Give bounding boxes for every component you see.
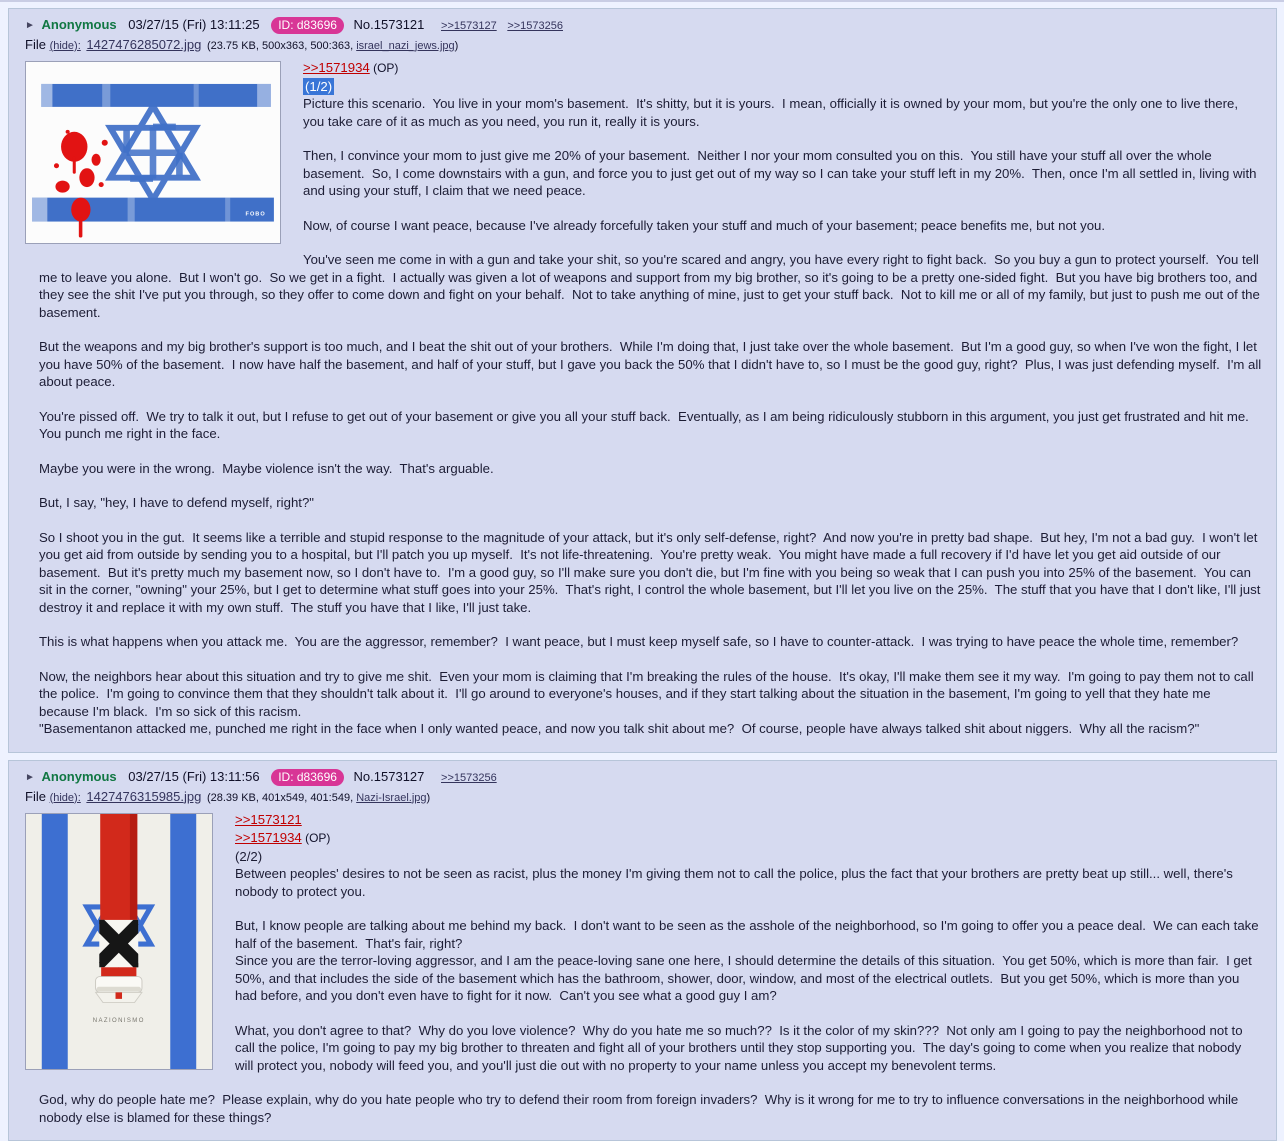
file-label: File	[25, 789, 46, 804]
cite-link[interactable]: >>1571934	[235, 830, 302, 845]
op-suffix: (OP)	[302, 831, 331, 845]
file-meta: (23.75 KB, 500x363, 500:363, israel_nazi_jews.jpg)	[207, 40, 458, 52]
thread-board	[0, 2, 1284, 1141]
post-paragraph: God, why do people hate me? Please explain, why do you hate people who try to defend their room from foreign invaders? Why is it wrong for me to try to influence conversations in the neighborhood while nobody else is blamed for these things?	[39, 1091, 1262, 1126]
file-original-name-link[interactable]: Nazi-Israel.jpg	[356, 792, 426, 804]
poster-id-badge[interactable]: ID: d83696	[271, 17, 344, 34]
post-paragraph: So I shoot you in the gut. It seems like a terrible and stupid response to the magnitude of your attack, but it's only self-defense, right? And now you're in pretty bad shape. But hey, I'm not a bad guy. I won't let you get aid from outside by sending you to a hospital, but I'll patch you up myself. It's not life-threatening. You're pretty weak. You might have made a full recovery if I'd have let you get aid outside of our basement. But it's pretty much my basement now, so I don't have to. I'm a good guy, so I'll make sure you don't die, but I'm fine with you being so weak that I can push you into 25% of the basement. You can sit in the corner, "owning" your 25%, but I get to determine what stuff goes into your 25%. That's right, I control the whole basement, but I'll let you live on the 25%. The stuff that you have that I don't like, I'll just destroy it and replace it with my own stuff. The stuff you have that I like, I'll just take.	[39, 529, 1262, 617]
post-number[interactable]: No.1573121	[354, 17, 425, 32]
post-paragraph: Since you are the terror-loving aggressor, and I am the peace-loving sane one here, I should determine the details of this situation. You get 50%, which is more than fair. I get 50%, and that includes the side of the basement which has the bathroom, shower, door, window, and most of the electrical outlets. But you get 50%, which is more than you had before, and you don't even have to fight for it now. Can't you see what a good guy I am?	[39, 952, 1262, 1005]
cite-link[interactable]: >>1571934	[303, 60, 370, 75]
poster-id-badge[interactable]: ID: d83696	[271, 769, 344, 786]
post-paragraph: Picture this scenario. You live in your mom's basement. It's shitty, but it is yours. I mean, officially it is owned by your mom, but you're the only one to live there, you take care of it as much as you need, you run it, really it is yours.	[39, 95, 1262, 130]
page-marker: (1/2)	[303, 78, 334, 96]
backlink[interactable]: >>1573256	[507, 20, 563, 32]
post-paragraph: "Basementanon attacked me, punched me right in the face when I only wanted peace, and now you talk shit about me? Of course, people have always talked shit about niggers. Why all the racism?"	[39, 720, 1262, 738]
file-name-link[interactable]: 1427476285072.jpg	[86, 37, 201, 52]
file-label: File	[25, 37, 46, 52]
file-info-line	[25, 37, 1262, 52]
cite-link[interactable]: >>1573121	[235, 812, 302, 827]
file-original-name-link[interactable]: israel_nazi_jews.jpg	[356, 40, 454, 52]
post-1573127	[8, 760, 1277, 1141]
post-paragraph: But the weapons and my big brother's support is too much, and I beat the shit out of your brothers. While I'm doing that, I just take over the whole basement. But I'm a good guy, so when I've won the fight, I let you have 50% of the basement. I now have half the basement, and half of your stuff, but I gave you back the 50% that I didn't have to, so I must be the good guy, right? Plus, I was just defending myself. I'm all about peace.	[39, 338, 1262, 391]
post-header	[25, 769, 1262, 784]
post-date: 03/27/15 (Fri) 13:11:25	[128, 17, 259, 32]
post-paragraph: You've seen me come in with a gun and take your shit, so you're scared and angry, you have every right to fight back. So you buy a gun to protect yourself. You tell me to leave you alone. But I won't go. So we get in a fight. I actually was given a lot of weapons and support from my big brother, so it's going to be a pretty one-sided fight. But you have big brothers too, and they see the shit I've put you through, so they offer to come down and fight on your behalf. Not to take anything of mine, just to get your stuff back. Not to kill me or all of my family, but just to push me out of the basement.	[39, 251, 1262, 321]
post-paragraph: Maybe you were in the wrong. Maybe violence isn't the way. That's arguable.	[39, 460, 1262, 478]
backlink[interactable]: >>1573256	[441, 772, 497, 784]
post-paragraph: Now, of course I want peace, because I've already forcefully taken your stuff and much of your basement; peace benefits me, but not you.	[39, 217, 1262, 235]
poster-caption-text: NAZIONISMO	[93, 1018, 145, 1024]
post-paragraph: You're pissed off. We try to talk it out, but I refuse to get out of your basement or give you all your stuff back. Eventually, as I am being ridiculously stubborn in this argument, you just get frustrated and hit me. You punch me right in the face.	[39, 408, 1262, 443]
poster-name: Anonymous	[42, 769, 117, 784]
flag-watermark-text: FOBO	[246, 212, 266, 218]
post-body	[39, 811, 1262, 1127]
file-info-line	[25, 789, 1262, 804]
post-header	[25, 17, 1262, 32]
post-date: 03/27/15 (Fri) 13:11:56	[128, 769, 259, 784]
post-paragraph: But, I say, "hey, I have to defend myself, right?"	[39, 494, 1262, 512]
cite-line	[39, 811, 1262, 830]
op-suffix: (OP)	[370, 61, 399, 75]
poster-name: Anonymous	[42, 17, 117, 32]
post-paragraph: This is what happens when you attack me. You are the aggressor, remember? I want peace, but I must keep myself safe, so I have to counter-attack. I was trying to have peace the whole time, remember?	[39, 633, 1262, 651]
post-paragraph: But, I know people are talking about me behind my back. I don't want to be seen as the asshole of the neighborhood, so I'm going to offer you a peace deal. We can each take half of the basement. That's fair, right?	[39, 917, 1262, 952]
paint-roller	[96, 976, 142, 1002]
file-name-link[interactable]: 1427476315985.jpg	[86, 789, 201, 804]
post-paragraph: Between peoples' desires to not be seen as racist, plus the money I'm giving them not to call the police, plus the fact that your brothers are pretty beat up still... well, there's nobody to protect you.	[39, 865, 1262, 900]
backlink[interactable]: >>1573127	[441, 20, 497, 32]
post-image-thumbnail[interactable]	[25, 61, 281, 244]
post-1573121	[8, 8, 1277, 753]
file-hide-link[interactable]: (hide):	[50, 792, 81, 804]
file-hide-link[interactable]: (hide):	[50, 40, 81, 52]
post-paragraph: Now, the neighbors hear about this situation and try to give me shit. Even your mom is claiming that I'm breaking the rules of the house. It's okay, I'll make them see it my way. I'm going to pay them not to call the police. I'm going to convince them that they shouldn't talk about it. I'll go around to everyone's houses, and if they start talking about the situation in the basement, I'm going to yell that they hate me because I'm black. I'm so sick of this racism.	[39, 668, 1262, 721]
israel-flag-swastika-image	[26, 62, 280, 243]
post-paragraph: Then, I convince your mom to just give me 20% of your basement. Neither I nor your mom consulted you on this. You still have your stuff all over the whole basement. So, I come downstairs with a gun, and force you to just get out of my way so I can take your stuff left in my 20%. Then, once I'm all settled in, living with and using your stuff, I claim that we need peace.	[39, 147, 1262, 200]
page-marker: (2/2)	[235, 848, 262, 866]
file-meta: (28.39 KB, 401x549, 401:549, Nazi-Israel.jpg)	[207, 792, 430, 804]
post-number[interactable]: No.1573127	[354, 769, 425, 784]
nazionismo-poster-image	[26, 814, 212, 1069]
page-marker-line	[39, 848, 1262, 866]
post-expand-arrow-icon[interactable]: ►	[25, 772, 35, 783]
cite-line	[39, 829, 1262, 848]
post-paragraph: What, you don't agree to that? Why do you love violence? Why do you hate me so much?? Is it the color of my skin??? Not only am I going to pay the neighborhood not to call the police, I'm going to pay my big brother to threaten and fight all of your brothers until they stop supporting you. The day's going to come when you realize that nobody will protect you, nobody will feed you, and you'll just die out with no property to your name unless you accept my benevolent terms.	[39, 1022, 1262, 1075]
post-expand-arrow-icon[interactable]: ►	[25, 20, 35, 31]
post-image-thumbnail[interactable]	[25, 813, 213, 1070]
